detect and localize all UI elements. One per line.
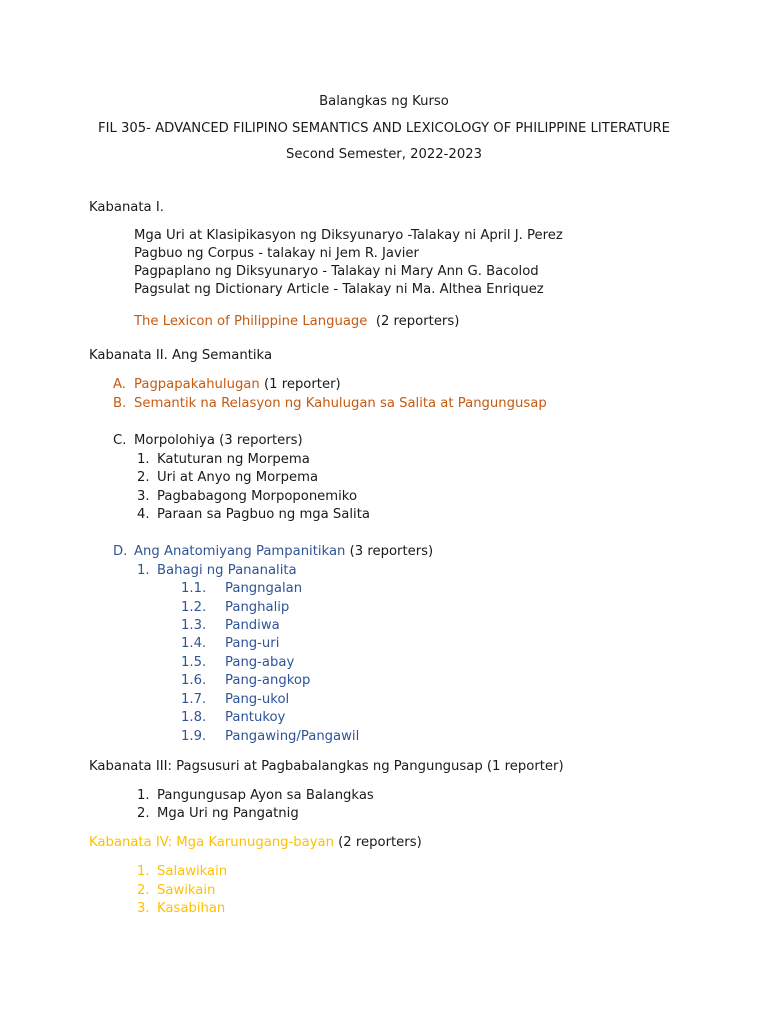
list-item: Uri at Anyo ng Morpema bbox=[157, 470, 319, 485]
sub-item: Pang-uri bbox=[225, 636, 280, 651]
list-item: Kasabihan bbox=[157, 901, 226, 916]
chapter-1-item: Mga Uri at Klasipikasyon ng Diksyunaryo -Talakay ni April J. Perez bbox=[134, 228, 563, 243]
item-marker-a: A. bbox=[113, 377, 126, 392]
list-number: 2. bbox=[137, 883, 150, 898]
item-marker-b: B. bbox=[113, 396, 127, 411]
chapter-4-reporters: (2 reporters) bbox=[338, 835, 422, 850]
item-marker-c: C. bbox=[113, 433, 127, 448]
list-item: Mga Uri ng Pangatnig bbox=[157, 806, 299, 821]
sub-number: 1.9. bbox=[181, 729, 207, 744]
list-number: 1. bbox=[137, 563, 150, 578]
item-d-label: Ang Anatomiyang Pampanitikan bbox=[134, 544, 346, 559]
list-number: 1. bbox=[137, 864, 150, 879]
chapter-1-item: Pagpaplano ng Diksyunaryo - Talakay ni Mary Ann G. Bacolod bbox=[134, 264, 539, 279]
sub-item: Pang-angkop bbox=[225, 673, 311, 688]
chapter-3-heading: Kabanata III: Pagsusuri at Pagbabalangkas ng Pangungusap (1 reporter) bbox=[89, 759, 564, 774]
chapter-4-heading: Kabanata IV: Mga Karunugang-bayan bbox=[89, 835, 334, 850]
list-item: Sawikain bbox=[157, 883, 216, 898]
list-item: Salawikain bbox=[157, 864, 228, 879]
list-number: 1. bbox=[137, 788, 150, 803]
sub-item: Pandiwa bbox=[225, 618, 280, 633]
sub-number: 1.5. bbox=[181, 655, 207, 670]
item-a bbox=[134, 376, 341, 394]
sub-item: Panghalip bbox=[225, 600, 290, 615]
item-d bbox=[134, 543, 433, 561]
item-a-reporters: (1 reporter) bbox=[263, 377, 341, 392]
item-d-reporters: (3 reporters) bbox=[349, 544, 434, 559]
chapter-4-line bbox=[89, 834, 422, 852]
sub-item: Pang-ukol bbox=[225, 692, 290, 707]
list-number: 2. bbox=[137, 806, 150, 821]
sub-number: 1.1. bbox=[181, 581, 207, 596]
item-marker-d: D. bbox=[113, 544, 128, 559]
chapter-1-item: Pagsulat ng Dictionary Article - Talakay ni Ma. Althea Enriquez bbox=[134, 282, 544, 297]
list-number: 3. bbox=[137, 901, 150, 916]
lexicon-line bbox=[134, 313, 459, 331]
lexicon-topic: The Lexicon of Philippine Language bbox=[134, 314, 368, 329]
chapter-1-item: Pagbuo ng Corpus - talakay ni Jem R. Javier bbox=[134, 246, 419, 261]
course-title: FIL 305- ADVANCED FILIPINO SEMANTICS AND LEXICOLOGY OF PHILIPPINE LITERATURE bbox=[98, 121, 670, 136]
item-a-label: Pagpapakahulugan bbox=[134, 377, 260, 392]
sub-number: 1.2. bbox=[181, 600, 207, 615]
chapter-2-heading: Kabanata II. Ang Semantika bbox=[89, 348, 273, 363]
list-number: 4. bbox=[137, 507, 150, 522]
document-title: Balangkas ng Kurso bbox=[319, 94, 449, 109]
list-item: Paraan sa Pagbuo ng mga Salita bbox=[157, 507, 370, 522]
sub-item: Pangngalan bbox=[225, 581, 303, 596]
lexicon-reporters: (2 reporters) bbox=[375, 314, 460, 329]
sub-item: Pantukoy bbox=[225, 710, 286, 725]
sub-number: 1.8. bbox=[181, 710, 207, 725]
sub-number: 1.6. bbox=[181, 673, 207, 688]
sub-item: Pangawing/Pangawil bbox=[225, 729, 360, 744]
sub-number: 1.3. bbox=[181, 618, 207, 633]
sub-number: 1.7. bbox=[181, 692, 207, 707]
list-number: 2. bbox=[137, 470, 150, 485]
list-item: Katuturan ng Morpema bbox=[157, 452, 310, 467]
sub-number: 1.4. bbox=[181, 636, 207, 651]
list-number: 1. bbox=[137, 452, 150, 467]
list-item: Pangungusap Ayon sa Balangkas bbox=[157, 788, 374, 803]
sub-item: Pang-abay bbox=[225, 655, 295, 670]
parts-of-speech-heading: Bahagi ng Pananalita bbox=[157, 563, 297, 578]
list-number: 3. bbox=[137, 489, 150, 504]
chapter-1-heading: Kabanata I. bbox=[89, 200, 164, 215]
semester-line: Second Semester, 2022-2023 bbox=[285, 147, 482, 162]
item-c-label: Morpolohiya (3 reporters) bbox=[134, 433, 303, 448]
list-item: Pagbabagong Morpoponemiko bbox=[157, 489, 358, 504]
item-b-label: Semantik na Relasyon ng Kahulugan sa Salita at Pangungusap bbox=[134, 396, 547, 411]
